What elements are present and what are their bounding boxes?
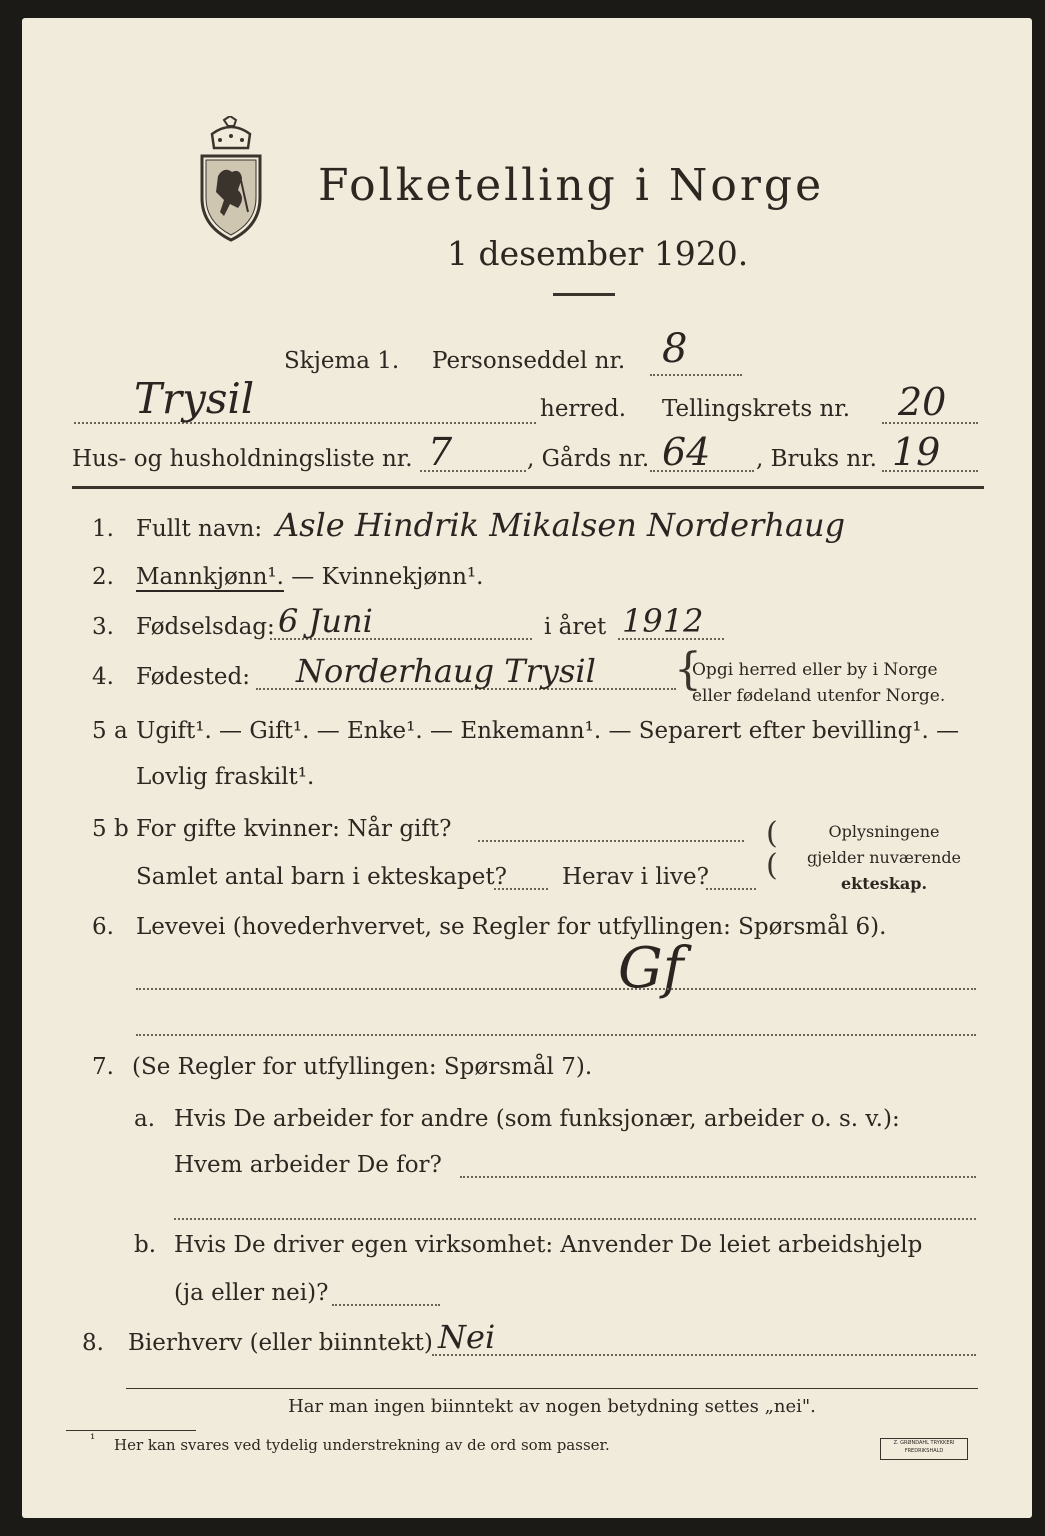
q1-value: Asle Hindrik Mikalsen Norderhaug bbox=[276, 506, 846, 544]
q7a-number: a. bbox=[134, 1106, 156, 1132]
census-form-sheet bbox=[22, 18, 1032, 1518]
q8-number: 8. bbox=[82, 1330, 104, 1356]
q2-options bbox=[136, 564, 483, 590]
q4-brace: { bbox=[674, 644, 702, 695]
q5b-brace: ( ( bbox=[766, 816, 778, 883]
q4-note-1: Opgi herred eller by i Norge bbox=[692, 660, 938, 680]
q5b-children-line bbox=[494, 888, 548, 890]
q7a-label-1: Hvis De arbeider for andre (som funksjonær, arbeider o. s. v.): bbox=[174, 1106, 900, 1132]
q7a-line-2 bbox=[174, 1218, 976, 1220]
q7b-label-2: (ja eller nei)? bbox=[174, 1280, 329, 1306]
q5b-label-3: Herav i live? bbox=[562, 864, 709, 890]
q3-number: 3. bbox=[92, 614, 114, 640]
title-divider bbox=[553, 293, 615, 296]
footer-rule bbox=[126, 1388, 978, 1389]
q5b-note-1: Oplysningene bbox=[828, 822, 940, 841]
q3-label: Fødselsdag: bbox=[136, 614, 275, 640]
census-date: 1 desember 1920. bbox=[447, 234, 749, 273]
q2-female-option: Kvinnekjønn¹. bbox=[321, 564, 484, 590]
gards-label: , Gårds nr. bbox=[527, 446, 650, 472]
printer-stamp bbox=[880, 1438, 968, 1460]
q7-label: (Se Regler for utfyllingen: Spørsmål 7). bbox=[132, 1054, 593, 1080]
q7b-number: b. bbox=[134, 1232, 157, 1258]
q5b-note-2: gjelder nuværende bbox=[806, 848, 962, 867]
gards-value: 64 bbox=[662, 430, 711, 474]
q7-number: 7. bbox=[92, 1054, 114, 1080]
q3-year-label: i året bbox=[544, 614, 607, 640]
q5a-number: 5 a bbox=[92, 718, 128, 744]
personseddel-value: 8 bbox=[662, 326, 688, 372]
q7b-label-1: Hvis De driver egen virksomhet: Anvender De leiet arbeidshjelp bbox=[174, 1232, 923, 1258]
q1-number: 1. bbox=[92, 516, 114, 542]
q6-label: Levevei (hovederhvervet, se Regler for utfyllingen: Spørsmål 6). bbox=[136, 914, 887, 940]
q2-separator: — bbox=[283, 564, 322, 590]
personseddel-line bbox=[650, 374, 742, 376]
q4-value: Norderhaug Trysil bbox=[296, 652, 596, 690]
q7b-line bbox=[332, 1304, 440, 1306]
tellingskrets-label: Tellingskrets nr. bbox=[662, 396, 851, 422]
q4-label: Fødested: bbox=[136, 664, 251, 690]
q7a-label-2: Hvem arbeider De for? bbox=[174, 1152, 442, 1178]
q5b-number: 5 b bbox=[92, 816, 129, 842]
q2-number: 2. bbox=[92, 564, 114, 590]
footnote-mark: ¹ bbox=[90, 1432, 96, 1447]
q7a-line-1 bbox=[460, 1176, 976, 1178]
q6-number: 6. bbox=[92, 914, 114, 940]
q8-label: Bierhverv (eller biinntekt) bbox=[128, 1330, 433, 1356]
tellingskrets-value: 20 bbox=[898, 380, 947, 424]
q5a-options: Ugift¹. — Gift¹. — Enke¹. — Enkemann¹. — Separert efter bevilling¹. — bbox=[136, 718, 960, 744]
hus-value: 7 bbox=[428, 430, 453, 474]
q3-value: 6 Juni bbox=[278, 602, 373, 640]
q1-label: Fullt navn: bbox=[136, 516, 263, 542]
q4-note-2: eller fødeland utenfor Norge. bbox=[692, 686, 946, 706]
q5b-label-1: For gifte kvinner: Når gift? bbox=[136, 816, 452, 842]
coat-of-arms-icon bbox=[194, 116, 268, 244]
q4-number: 4. bbox=[92, 664, 114, 690]
footer-note: Har man ingen biinntekt av nogen betydning settes „nei". bbox=[288, 1396, 816, 1417]
q6-line-1 bbox=[136, 988, 976, 990]
q6-value: Gf bbox=[618, 936, 684, 1001]
q8-line bbox=[432, 1354, 976, 1356]
form-title: Folketelling i Norge bbox=[318, 160, 825, 211]
q5b-note-3: ekteskap. bbox=[840, 874, 928, 893]
personseddel-label: Personseddel nr. bbox=[432, 348, 626, 374]
q3-year-value: 1912 bbox=[622, 602, 704, 640]
q5b-living-line bbox=[706, 888, 756, 890]
footnote-rule bbox=[66, 1430, 196, 1431]
hus-label: Hus- og husholdningsliste nr. bbox=[72, 446, 413, 472]
q8-value: Nei bbox=[438, 1318, 496, 1356]
q2-male-option: Mannkjønn¹. bbox=[136, 564, 284, 590]
footnote-text: Her kan svares ved tydelig understrekning av de ord som passer. bbox=[114, 1436, 610, 1454]
printer-stamp-line-2: FREDRIKSHALD bbox=[904, 1448, 944, 1454]
herred-value: Trysil bbox=[134, 374, 255, 423]
herred-label: herred. bbox=[540, 396, 627, 422]
printer-stamp-line-1: Z. GRØNDAHL TRYKKERI bbox=[893, 1440, 955, 1446]
q5a-options-2: Lovlig fraskilt¹. bbox=[136, 764, 315, 790]
header-rule bbox=[72, 486, 984, 489]
bruks-value: 19 bbox=[892, 430, 941, 474]
skjema-label: Skjema 1. bbox=[284, 348, 400, 374]
bruks-label: , Bruks nr. bbox=[756, 446, 877, 472]
q5b-married-line bbox=[478, 840, 744, 842]
q5b-label-2: Samlet antal barn i ekteskapet? bbox=[136, 864, 507, 890]
q6-line-2 bbox=[136, 1034, 976, 1036]
